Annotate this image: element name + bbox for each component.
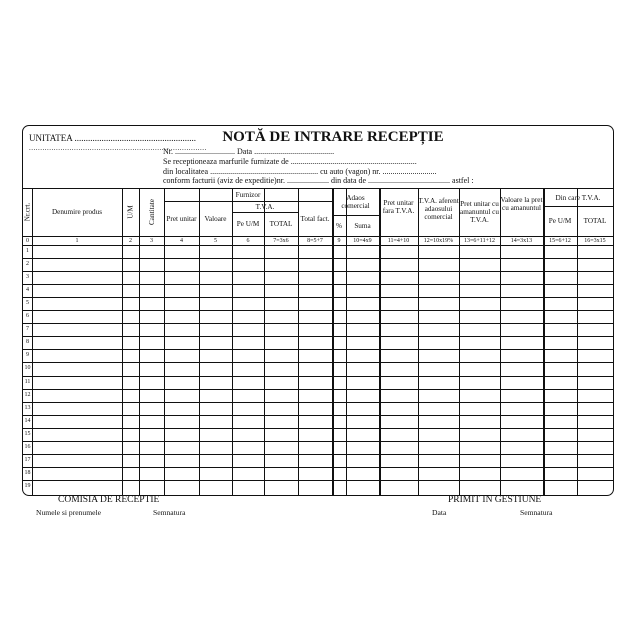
row-number: 5	[26, 300, 29, 307]
col-cantitate: Cantitate	[148, 199, 156, 225]
factura-line[interactable]: conform facturii (aviz de expeditie)nr. ..................... din data de ......................................... astfel :	[163, 176, 474, 185]
row-number: 14	[24, 417, 31, 424]
col-number: 7=3x6	[273, 238, 289, 244]
nr-data-line[interactable]: Nr. .............................. Data ........................................	[163, 147, 335, 156]
numele-prenumele-label: Numele si prenumele	[36, 508, 101, 517]
row-number: 16	[24, 443, 31, 450]
table-row[interactable]	[23, 258, 613, 259]
col-total-fact: Total fact.	[300, 214, 330, 223]
table-row[interactable]	[23, 336, 613, 337]
table-row[interactable]	[23, 480, 613, 481]
table-row[interactable]	[23, 284, 613, 285]
col-valoare-amanunt: Valoare la pret cu amanuntul	[500, 196, 543, 212]
col-divider	[418, 188, 419, 495]
row-number: 2	[26, 261, 29, 268]
reception-form	[22, 125, 614, 496]
col-divider	[139, 188, 140, 495]
col-number: 8=5+7	[307, 238, 323, 244]
col-pret-fara-tva: Pret unitar fara T.V.A.	[382, 199, 415, 215]
semnatura-label: Semnatura	[520, 508, 553, 517]
document-title: NOTĂ DE INTRARE RECEPȚIE	[222, 129, 444, 145]
unitatea-field[interactable]: UNITATEA ......................................................	[29, 133, 197, 143]
group-din-care-tva: Din care T.V.A.	[555, 194, 601, 202]
row-number: 10	[24, 365, 31, 372]
row-number: 18	[24, 469, 31, 476]
row-number: 3	[26, 274, 29, 281]
col-number: 6	[246, 238, 250, 244]
col-tva-pe-um: Pe U/M	[236, 220, 260, 228]
table-row[interactable]	[23, 297, 613, 298]
table-row[interactable]	[23, 415, 613, 416]
col-divider	[459, 188, 460, 495]
group-adaos: Adaos comercial	[341, 194, 370, 210]
col-tva-aferent: T.V.A. aferent adaosului comercial	[418, 197, 459, 221]
col-adaos-procent: %	[336, 221, 342, 230]
table-row[interactable]	[23, 323, 613, 324]
table-row[interactable]	[23, 349, 613, 350]
row-number: 15	[24, 430, 31, 437]
row-number: 19	[24, 482, 31, 489]
col-divider	[379, 188, 381, 495]
col-divider	[500, 188, 501, 495]
table-row[interactable]	[23, 402, 613, 403]
col-number: 5	[214, 238, 217, 244]
col-divider	[122, 188, 123, 495]
table-row[interactable]	[23, 310, 613, 311]
row-number: 17	[24, 456, 31, 463]
row-number: 12	[24, 391, 31, 398]
table-row[interactable]	[23, 271, 613, 272]
form-footer	[0, 496, 640, 526]
col-nr-crt: Nr.crt.	[23, 202, 32, 222]
col-pret-amanunt: Pret unitar cu amanuntul cu T.V.A.	[460, 200, 499, 224]
col-adaos-suma: Suma	[354, 221, 371, 230]
unitatea-extra-line[interactable]: ...............................................................................	[29, 144, 207, 152]
row-number: 7	[26, 326, 29, 333]
col-number: 4	[180, 238, 183, 244]
table-row[interactable]	[23, 428, 613, 429]
col-din-care-pe-um: Pe U/M	[548, 217, 572, 225]
col-pret-unitar: Pret unitar	[166, 214, 197, 223]
col-number: 11=4+10	[387, 238, 410, 244]
row-number: 1	[26, 248, 29, 254]
row-number: 8	[26, 339, 29, 346]
col-number: 10=4x9	[353, 238, 372, 244]
form-header	[23, 126, 613, 189]
row-number: 4	[26, 287, 29, 294]
col-valoare: Valoare	[204, 214, 227, 223]
semnatura-label: Semnatura	[153, 508, 186, 517]
row-divider	[23, 245, 613, 246]
row-number: 6	[26, 313, 29, 320]
col-denumire: Denumire produs	[51, 208, 103, 216]
table-row[interactable]	[23, 376, 613, 377]
group-furnizor: Furnizor	[235, 191, 261, 199]
col-tva-total: TOTAL	[269, 220, 293, 228]
primit-gestiune-label: PRIMIT IN GESTIUNE	[448, 495, 542, 505]
col-number: 12=10x19%	[423, 238, 454, 244]
col-um: U/M	[126, 205, 135, 219]
group-tva: T.V.A.	[255, 203, 275, 211]
col-number: 14=3x13	[510, 238, 533, 244]
col-number: 16=3x15	[584, 238, 606, 244]
col-number: 2	[129, 238, 132, 244]
col-number: 9	[337, 238, 341, 244]
furnizor-line[interactable]: Se receptioneaza marfurile furnizate de ...............................................................	[163, 157, 417, 166]
row-number: 13	[24, 404, 31, 411]
col-din-care-total: TOTAL	[583, 217, 607, 225]
localitatea-line[interactable]: din localitatea ...................................................... cu auto (vagon) nr. ...........................	[163, 167, 437, 176]
comisia-receptie-label: COMISIA DE RECEPTIE	[58, 495, 160, 505]
col-number: 15=6+12	[549, 238, 571, 244]
table-row[interactable]	[23, 389, 613, 390]
col-number: 0	[26, 238, 29, 244]
col-number: 1	[75, 238, 79, 244]
col-number: 13=6+11+12	[464, 238, 495, 244]
row-number: 9	[26, 352, 29, 359]
row-number: 11	[24, 378, 31, 385]
table-row[interactable]	[23, 467, 613, 468]
col-number: 3	[150, 238, 153, 244]
table-row[interactable]	[23, 454, 613, 455]
table-row[interactable]	[23, 362, 613, 363]
table-row[interactable]	[23, 441, 613, 442]
data-label: Data	[432, 508, 447, 517]
items-table	[23, 188, 613, 495]
